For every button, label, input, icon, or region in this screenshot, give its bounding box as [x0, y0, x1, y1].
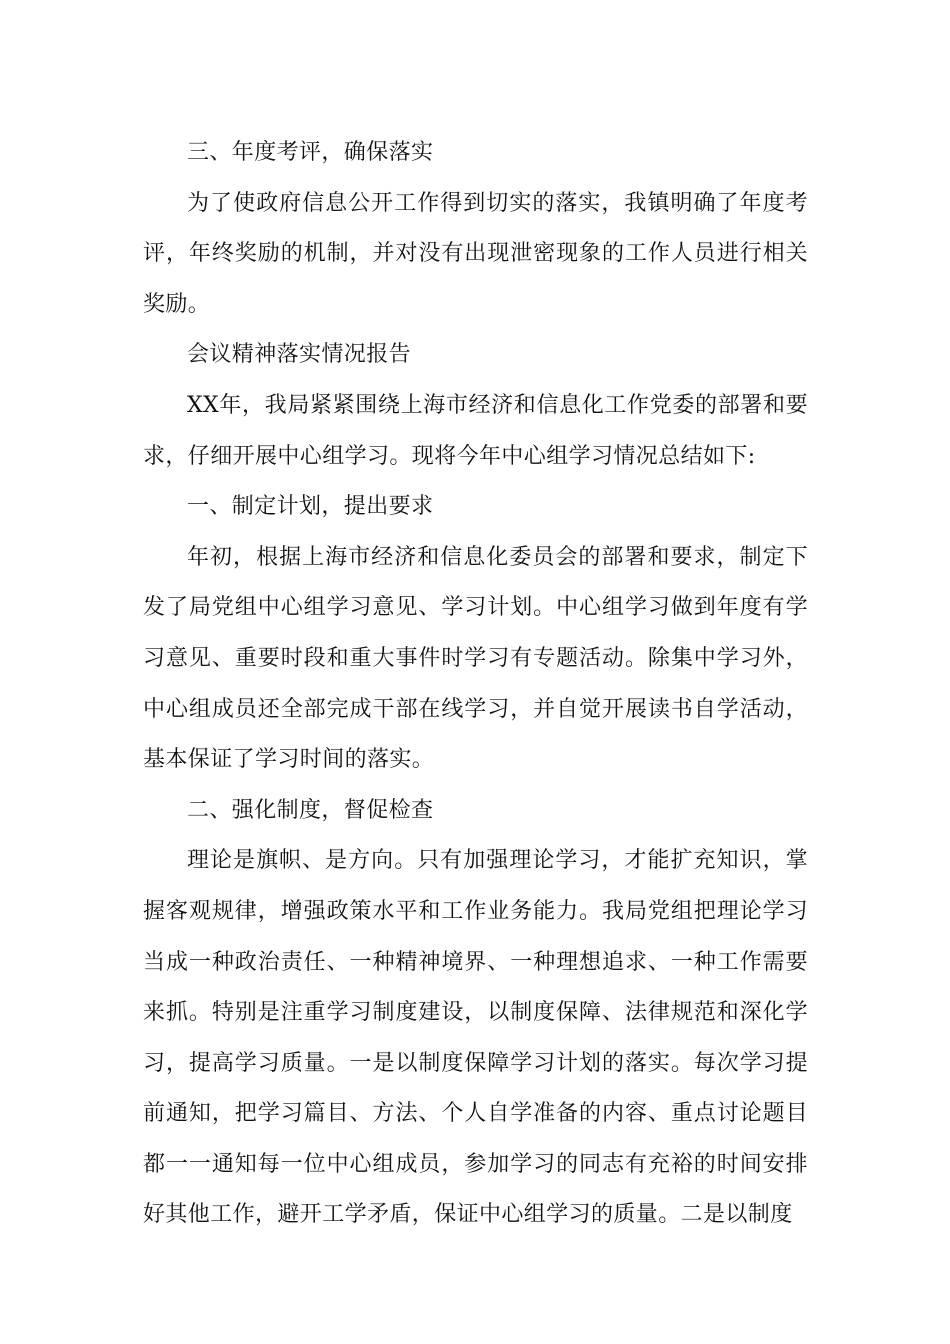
paragraph-system: 理论是旗帜、是方向。只有加强理论学习，才能扩充知识，掌握客观规律，增强政策水平和工作业务能力。我局党组把理论学习当成一种政治责任、一种精神境界、一种理想追求、一种工作需要来抓。特别是注重学习制度建设，以制度保障、法律规范和深化学习，提高学习质量。一是以制度保障学习计划的落实。每次学习提前通知，把学习篇目、方法、个人自学准备的内容、重点讨论题目都一一通知每一位中心组成员，参加学习的同志有充裕的时间安排好其他工作，避开工学矛盾，保证中心组学习的质量。二是以制度	[143, 848, 808, 1228]
section-heading-system: 二、强化制度，督促检查	[187, 797, 434, 823]
document-body	[143, 128, 808, 1241]
section-heading-annual-review: 三、年度考评，确保落实	[187, 140, 434, 165]
paragraph-plan: 年初，根据上海市经济和信息化委员会的部署和要求，制定下发了局党组中心组学习意见、学习计划。中心组学习做到年度有学习意见、重要时段和重大事件时学习有专题活动。除集中学习外，中心组成员还全部完成干部在线学习，并自觉开展读书自学活动，基本保证了学习时间的落实。	[143, 544, 808, 773]
paragraph-intro: XX年，我局紧紧围绕上海市经济和信息化工作党委的部署和要求，仔细开展中心组学习。现将今年中心组学习情况总结如下:	[143, 392, 808, 469]
section-heading-plan: 一、制定计划，提出要求	[187, 494, 434, 520]
paragraph-annual-review: 为了使政府信息公开工作得到切实的落实，我镇明确了年度考评，年终奖励的机制，并对没有出现泄密现象的工作人员进行相关奖励。	[143, 190, 808, 317]
report-title: 会议精神落实情况报告	[187, 342, 412, 368]
